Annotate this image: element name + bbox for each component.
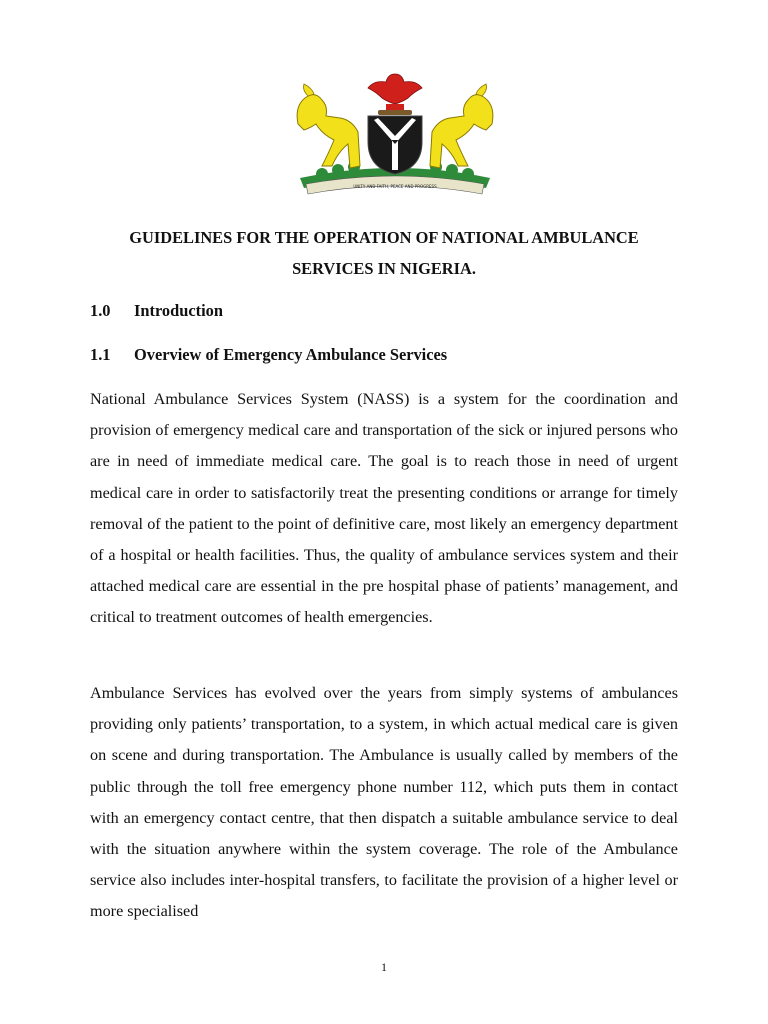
section-heading-overview bbox=[90, 345, 447, 365]
nigeria-coat-of-arms-icon bbox=[282, 70, 508, 198]
body-paragraph: National Ambulance Services System (NASS) is a system for the coordination and provision of emergency medical care and transportation of the sick or injured persons who are in need of immediate medical care. The goal is to reach those in need of urgent medical care in order to satisfactorily treat the presenting conditions or arrange for timely removal of the patient to the point of definitive care, most likely an emergency department of a hospital or health facilities. Thus, the quality of ambulance services system and their attached medical care are essential in the pre hospital phase of patients’ management, and critical to treatment outcomes of health emergencies. bbox=[90, 390, 678, 627]
section-number: 1.0 bbox=[90, 301, 111, 320]
page-number: 1 bbox=[381, 960, 387, 974]
section-title: Introduction bbox=[134, 301, 223, 320]
document-title: GUIDELINES FOR THE OPERATION OF NATIONAL AMBULANCE SERVICES IN NIGERIA. bbox=[129, 228, 639, 278]
section-number: 1.1 bbox=[90, 345, 111, 364]
crest-motto: UNITY AND FAITH, PEACE AND PROGRESS bbox=[353, 184, 437, 189]
body-paragraph: Ambulance Services has evolved over the years from simply systems of ambulances providing only patients’ transportation, to a system, in which actual medical care is given on scene and during transportation. The Ambulance is usually called by members of the public through the toll free emergency phone number 112, which puts them in contact with an emergency contact centre, that then dispatch a suitable ambulance service to deal with the situation anywhere within the system coverage. The role of the Ambulance service also includes inter-hospital transfers, to facilitate the provision of a higher level or more specialised bbox=[90, 684, 678, 921]
section-heading-introduction bbox=[90, 301, 223, 321]
section-title: Overview of Emergency Ambulance Services bbox=[134, 345, 448, 364]
